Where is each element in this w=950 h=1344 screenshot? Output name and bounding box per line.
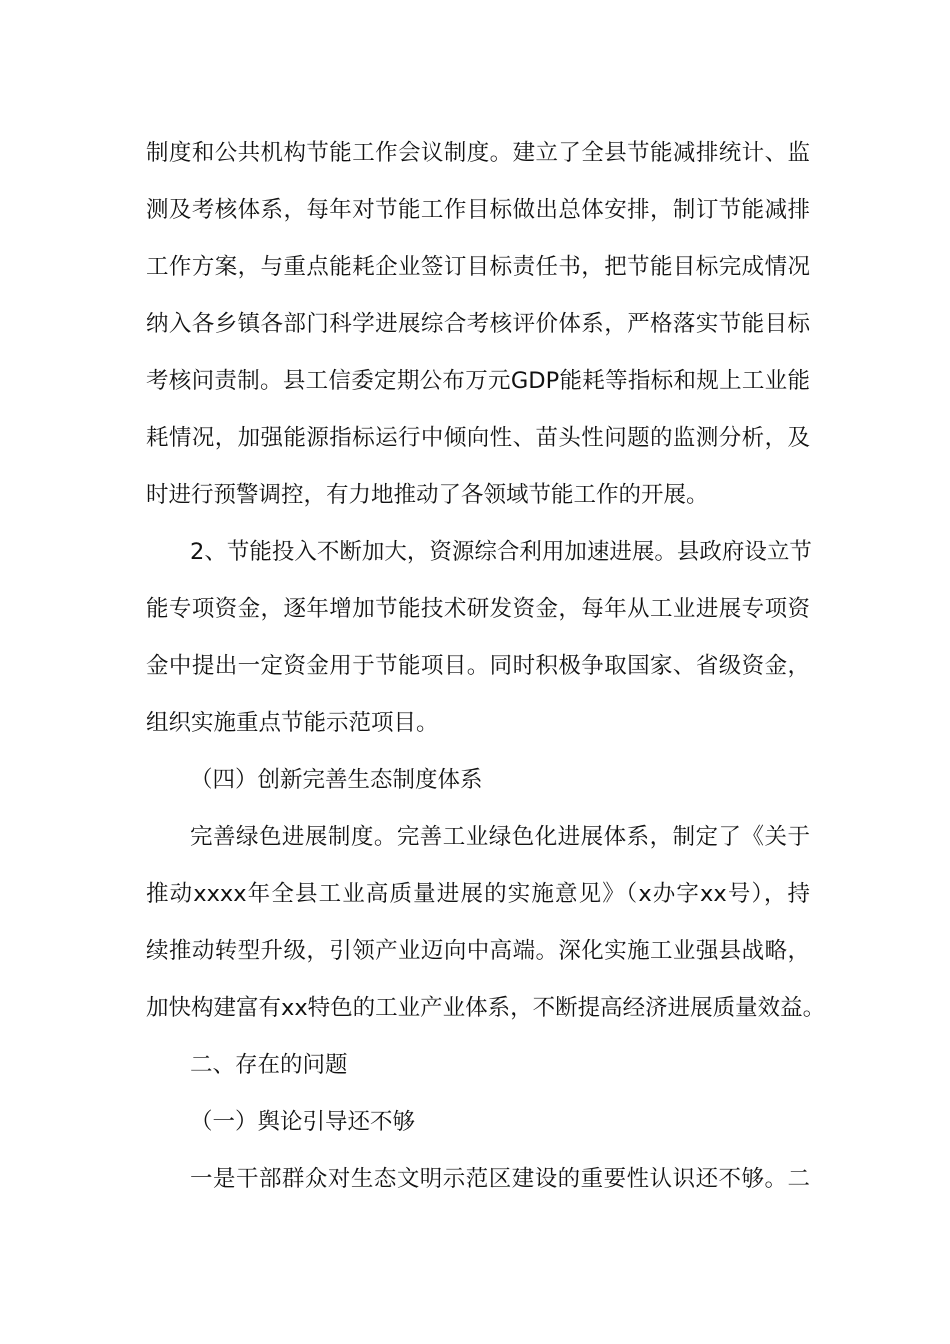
section-heading: 二、存在的问题 bbox=[190, 1052, 348, 1078]
paragraph-first-line: 一是干部群众对生态文明示范区建设的重要性认识还不够。二 bbox=[190, 1166, 810, 1192]
body-text-line: 测及考核体系，每年对节能工作目标做出总体安排，制订节能减排 bbox=[146, 197, 810, 223]
body-text-line: 制度和公共机构节能工作会议制度。建立了全县节能减排统计、监 bbox=[146, 140, 810, 166]
section-heading: （四）创新完善生态制度体系 bbox=[190, 767, 483, 793]
body-text-line: 考核问责制。县工信委定期公布万元GDP能耗等指标和规上工业能 bbox=[146, 368, 810, 394]
body-text-line: 续推动转型升级，引领产业迈向中高端。深化实施工业强县战略， bbox=[146, 938, 810, 964]
subsection-heading: （一）舆论引导还不够 bbox=[190, 1109, 416, 1135]
body-text-line: 组织实施重点节能示范项目。 bbox=[146, 710, 439, 736]
body-text-line: 加快构建富有xx特色的工业产业体系，不断提高经济进展质量效益。 bbox=[146, 995, 826, 1021]
paragraph-first-line: 完善绿色进展制度。完善工业绿色化进展体系，制定了《关于 bbox=[190, 824, 810, 850]
body-text-line: 耗情况，加强能源指标运行中倾向性、苗头性问题的监测分析，及 bbox=[146, 425, 810, 451]
body-text-line: 推动xxxx年全县工业高质量进展的实施意见》（x办字xx号），持 bbox=[146, 881, 810, 907]
body-text-line: 时进行预警调控，有力地推动了各领域节能工作的开展。 bbox=[146, 482, 709, 508]
paragraph-first-line: 2、节能投入不断加大，资源综合利用加速进展。县政府设立节 bbox=[190, 539, 812, 565]
body-text-line: 工作方案，与重点能耗企业签订目标责任书，把节能目标完成情况 bbox=[146, 254, 810, 280]
body-text-line: 金中提出一定资金用于节能项目。同时积极争取国家、省级资金， bbox=[146, 653, 810, 679]
body-text-line: 纳入各乡镇各部门科学进展综合考核评价体系，严格落实节能目标 bbox=[146, 311, 810, 337]
body-text-line: 能专项资金，逐年增加节能技术研发资金，每年从工业进展专项资 bbox=[146, 596, 810, 622]
